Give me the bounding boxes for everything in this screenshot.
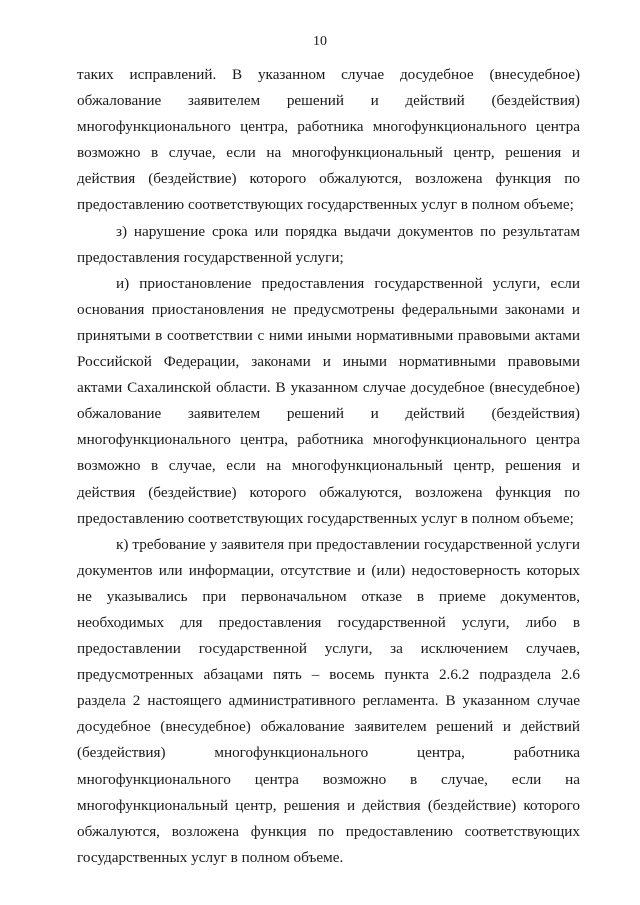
page-number: 10 [313,34,327,49]
paragraph-item-z: з) нарушение срока или порядка выдачи документов по результатам предоставления государственной услуги; [77,222,580,266]
paragraph-item-k: к) требование у заявителя при предоставлении государственной услуги документов или информации, отсутствие и (или) недостоверность которых не указывались при первоначальном отказе в приеме документов, необходимых для предоставления государственной услуги, либо в предоставлении государственной услуги, за исключением случаев, предусмотренных абзацами пять – восемь пункта 2.6.2 подраздела 2.6 раздела 2 настоящего административного регламента. В указанном случае досудебное (внесудебное) обжалование заявителем решений и действий (бездействия) многофункционального центра, работника многофункционального центра возможно в случае, если на многофункциональный центр, решения и действия (бездействие) которого обжалуются, возложена функция по предоставлению соответствующих государственных услуг в полном объеме. [77,535,580,866]
paragraph-continuation: таких исправлений. В указанном случае досудебное (внесудебное) обжалование заявителем решений и действий (бездействия) многофункционального центра, работника многофункционального центра возможно в случае, если на многофункциональный центр, решения и действия (бездействие) которого обжалуются, возложена функция по предоставлению соответствующих государственных услуг в полном объеме; [77,66,580,214]
paragraph-item-i: и) приостановление предоставления государственной услуги, если основания приостановления не предусмотрены федеральными законами и принятыми в соответствии с ними иными нормативными правовыми актами Российской Федерации, законами и иными нормативными правовыми актами Сахалинской области. В указанном случае досудебное (внесудебное) обжалование заявителем решений и действий (бездействия) многофункционального центра, работника многофункционального центра возможно в случае, если на многофункциональный центр, решения и действия (бездействие) которого обжалуются, возложена функция по предоставлению соответствующих государственных услуг в полном объеме; [77,274,580,527]
document-body [77,62,580,871]
